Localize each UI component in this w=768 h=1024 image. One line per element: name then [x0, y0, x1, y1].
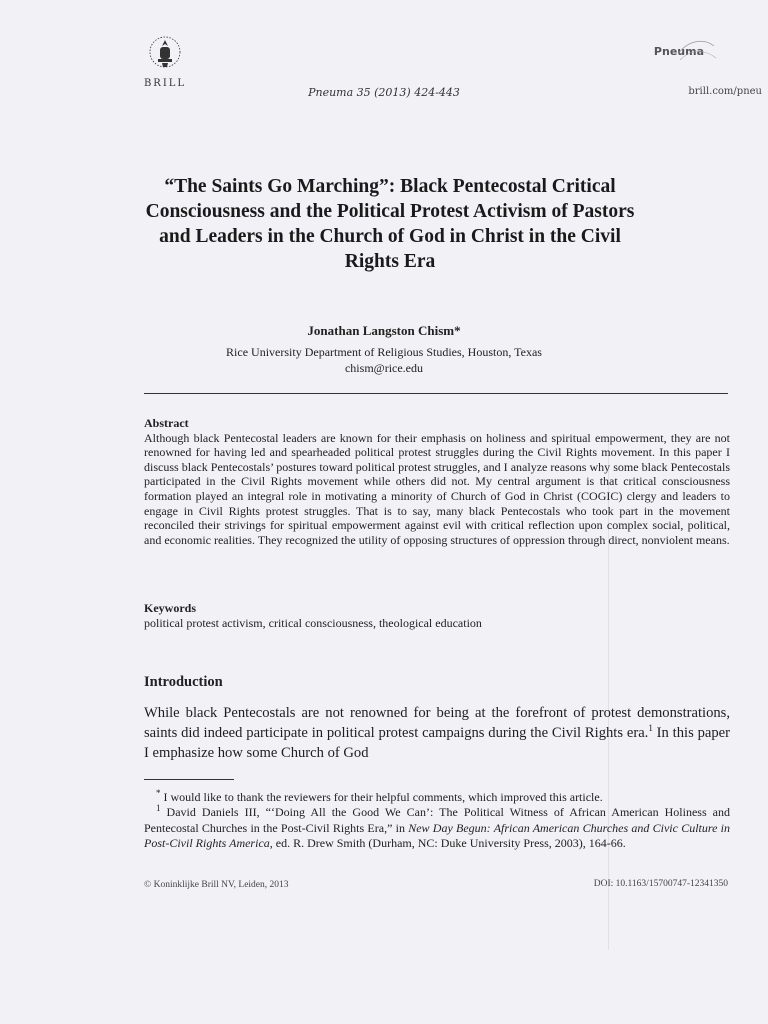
article-title: “The Saints Go Marching”: Black Pentecostal Critical Consciousness and the Political Protest Activism of Pastors and Leaders in the Church of God in Christ in the Civil Rights Era — [145, 176, 635, 272]
brill-seal-icon — [148, 34, 182, 74]
footnote-1-text-a: David Daniels III, “‘Doing All the Good We Can’: The Political Witness of African American Holiness and Pentecostal Churches in the Post-Civil Rights Era,” in — [144, 805, 730, 835]
abstract-text: Although black Pentecostal leaders are known for their emphasis on holiness and spiritual empowerment, they are not renowned for having led and spearheaded political protest struggles during the Civil Rights movement. In this paper I discuss black Pentecostals’ postures toward political protest struggles, and I analyze reasons why some black Pentecostals participated in the Civil Rights movement while others did not. My central argument is that critical consciousness formation played an integral role in motivating a minority of Church of God in Christ (COGIC) clergy and leaders to engage in Civil Rights protest struggles. That is to say, many black Pentecostals who took part in the movement reconciled their strivings for spiritual empowerment against evil with critical reflection upon complex social, political, and economic realities. They recognized the utility of opposing structures of oppression through direct, nonviolent means. — [144, 430, 730, 547]
journal-citation: Pneuma 35 (2013) 424-443 — [308, 86, 460, 99]
introduction-body — [144, 703, 730, 763]
journal-url[interactable]: brill.com/pneu — [688, 86, 762, 97]
keywords-text: political protest activism, critical consciousness, theological education — [144, 616, 482, 630]
footnote-1-book-title: New Day Begun: African American Churches and Civic Culture in Post-Civil Rights America — [144, 820, 730, 851]
footnote-star — [144, 790, 730, 805]
title-divider — [144, 393, 728, 394]
footnote-star-mark: * — [156, 788, 161, 798]
author-affiliation — [0, 344, 768, 376]
footnote-1-mark: 1 — [156, 803, 161, 814]
keywords-section — [144, 601, 730, 631]
affiliation-text: Rice University Department of Religious Studies, Houston, Texas — [226, 345, 542, 359]
abstract-section — [144, 416, 730, 547]
footnote-ref-1[interactable]: 1 — [648, 723, 653, 734]
introduction-heading: Introduction — [144, 674, 223, 690]
publisher-name: BRILL — [143, 78, 187, 89]
pneuma-wordmark: Pneuma — [653, 45, 704, 58]
footnote-1-text-b: , ed. R. Drew Smith (Durham, NC: Duke University Press, 2003), 164-66. — [269, 836, 626, 851]
footnote-star-text: I would like to thank the reviewers for their helpful comments, which improved this article. — [160, 790, 603, 804]
intro-text-a: While black Pentecostals are not renowned for being at the forefront of protest demonstrations, saints did indeed participate in political protest campaigns during the Civil Rights era. — [144, 705, 730, 741]
pneuma-swirl-icon — [674, 34, 718, 74]
keywords-heading: Keywords — [144, 601, 196, 615]
footnote-divider — [144, 779, 234, 780]
brill-logo — [136, 34, 194, 89]
author-name: Jonathan Langston Chism* — [307, 323, 461, 338]
footnote-1 — [144, 805, 730, 851]
copyright-line: © Koninklijke Brill NV, Leiden, 2013 — [144, 880, 289, 890]
doi-line[interactable]: DOI: 10.1163/15700747-12341350 — [593, 879, 728, 889]
pneuma-logo — [654, 40, 704, 59]
intro-text-b: In this paper I emphasize how some Church of God — [144, 725, 730, 761]
author-email[interactable]: chism@rice.edu — [344, 361, 424, 375]
abstract-heading: Abstract — [144, 416, 189, 430]
footnotes-section — [144, 790, 730, 852]
